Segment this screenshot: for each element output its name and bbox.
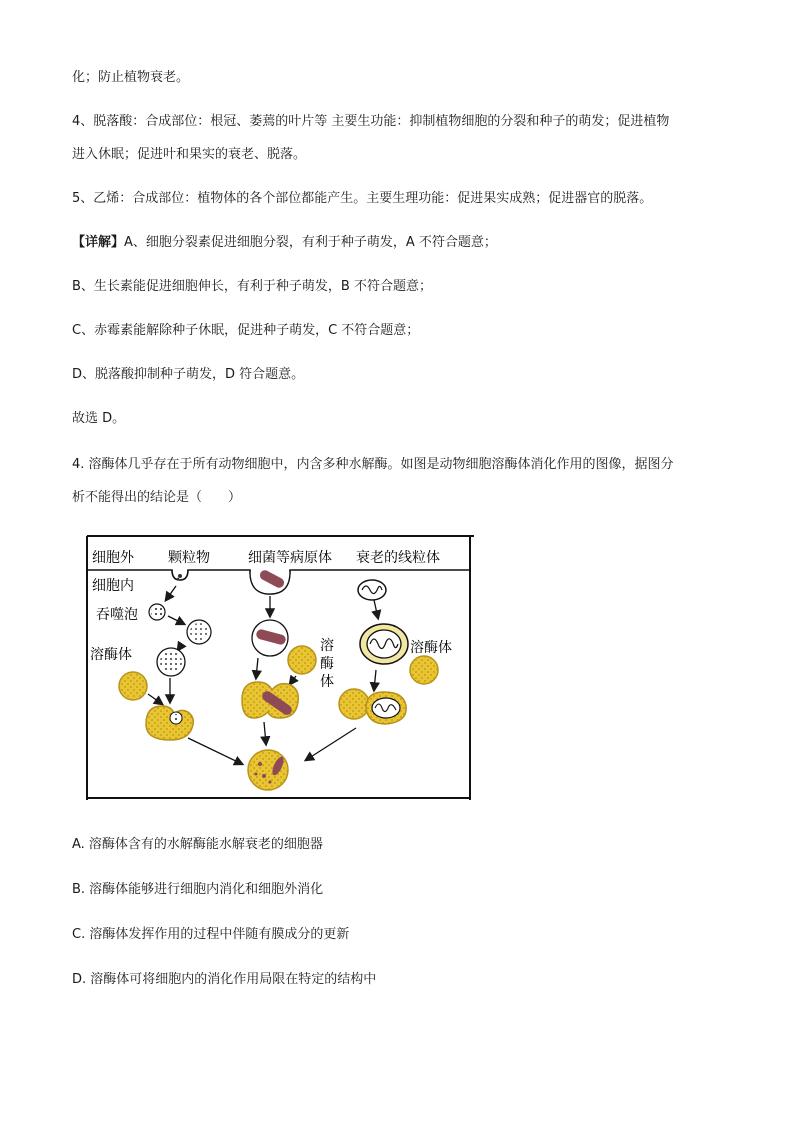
option-c[interactable]: C. 溶酶体发挥作用的过程中伴随有膜成分的更新: [72, 927, 350, 942]
bacteria-pathway: [242, 568, 316, 744]
detail-text: A、细胞分裂素促进细胞分裂，有利于种子萌发，A 不符合题意；: [124, 235, 497, 250]
label-outside: 细胞外: [92, 550, 134, 566]
text-line: D、脱落酸抑制种子萌发，D 符合题意。: [72, 367, 305, 382]
text-line: 化；防止植物衰老。: [72, 70, 190, 85]
label-lysosome-left: 溶酶体: [90, 647, 132, 663]
text-line: 5、乙烯：合成部位：植物体的各个部位都能产生。主要生理功能：促进果实成熟；促进器官的脱落。: [72, 191, 653, 206]
text-line: 4、脱落酸：合成部位：根冠、萎蔫的叶片等 主要生功能：抑制植物细胞的分裂和种子的萌发；促进植物: [72, 114, 670, 129]
residual-body: [188, 738, 288, 790]
label-lysosome-mid: 酶: [320, 656, 334, 672]
particle-pathway: [119, 574, 211, 740]
text-line: 故选 D。: [72, 411, 126, 426]
text-line: C、赤霉素能解除种子休眠，促进种子萌发，C 不符合题意；: [72, 323, 420, 338]
lysosome-diagram: [84, 532, 478, 804]
label-lysosome-mid: 体: [320, 674, 334, 690]
label-pathogen: 细菌等病原体: [248, 550, 332, 566]
option-a[interactable]: A. 溶酶体含有的水解酶能水解衰老的细胞器: [72, 837, 323, 852]
question-stem: 析不能得出的结论是（ ）: [72, 490, 242, 505]
text-line: B、生长素能促进细胞伸长，有利于种子萌发，B 不符合题意；: [72, 279, 432, 294]
text-line: 进入休眠；促进叶和果实的衰老、脱落。: [72, 147, 307, 162]
label-phagosome: 吞噬泡: [96, 607, 138, 623]
label-lysosome-mid: 溶: [320, 638, 334, 654]
label-inside: 细胞内: [92, 578, 134, 594]
option-d[interactable]: D. 溶酶体可将细胞内的消化作用局限在特定的结构中: [72, 972, 377, 987]
option-b[interactable]: B. 溶酶体能够进行细胞内消化和细胞外消化: [72, 882, 324, 897]
label-particle: 颗粒物: [168, 550, 210, 566]
question-stem: 4. 溶酶体几乎存在于所有动物细胞中，内含多种水解酶。如图是动物细胞溶酶体消化作用的图像，据图分: [72, 457, 674, 472]
detail-tag: 【详解】: [72, 235, 125, 250]
text-line: [72, 233, 497, 253]
label-lysosome-right: 溶酶体: [410, 640, 452, 656]
label-mitochondria: 衰老的线粒体: [356, 550, 440, 566]
